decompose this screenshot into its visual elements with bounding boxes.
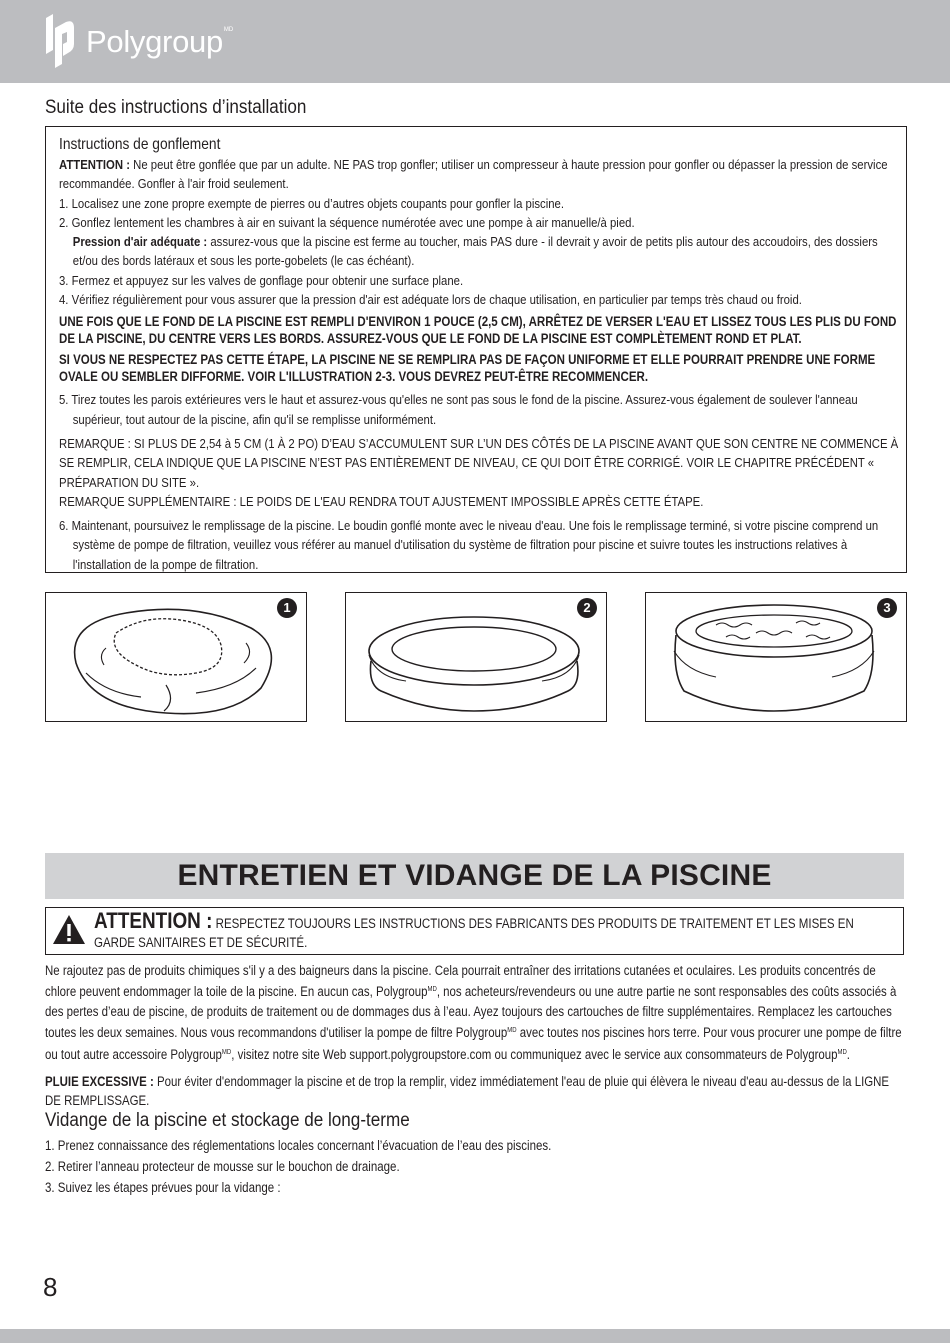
step-3: 3. Fermez et appuyez sur les valves de gonflage pour obtenir une surface plane. <box>59 272 464 288</box>
inflated-ring-pool-icon <box>346 593 607 722</box>
caps-warning-2: SI VOUS NE RESPECTEZ PAS CETTE ÉTAPE, LA PISCINE NE SE REMPLIRA PAS DE FAÇON UNIFORME ET ELLE POURRAIT PRENDRE UNE FORME OVALE OU SEMBLER DIFFORME. VOIR L'ILLUSTRATION 2-3. VOUS DEVREZ PEUT-ÊTRE RECOMMENCER. <box>59 352 876 384</box>
caps-warning-1: UNE FOIS QUE LE FOND DE LA PISCINE EST REMPLI D'ENVIRON 1 POUCE (2,5 CM), ARRÊTEZ DE VERSER L'EAU ET LISSEZ TOUS LES PLIS DU FOND DE LA PISCINE, DU CENTRE VERS LES BORDS. ASSUREZ-VOUS QUE LE FOND DE LA PISCINE EST COMPLÈTEMENT ROND ET PLAT. <box>59 314 897 346</box>
header-bar <box>0 0 950 83</box>
maintenance-title: ENTRETIEN ET VIDANGE DE LA PISCINE <box>177 859 772 892</box>
section-title: Suite des instructions d’installation <box>45 97 307 118</box>
section-heading-band <box>45 853 904 899</box>
illustration-3 <box>645 592 907 722</box>
maintenance-body <box>45 961 904 1119</box>
drain-step-2: 2. Retirer l’anneau protecteur de mousse sur le bouchon de drainage. <box>45 1159 400 1174</box>
drain-step-1: 1. Prenez connaissance des réglementations locales concernant l’évacuation de l’eau des piscines. <box>45 1138 552 1153</box>
filled-pool-icon <box>646 593 907 722</box>
illustration-number-1: 1 <box>277 598 297 618</box>
brand-name: Polygroup <box>86 24 223 59</box>
rain-paragraph: PLUIE EXCESSIVE : Pour éviter d'endommager la piscine et de trop la remplir, videz immédiatement l'eau de pluie qui élèvera le niveau d'eau au-dessus de la LIGNE DE REMPLISSAGE. <box>45 1074 890 1109</box>
illustration-number-2: 2 <box>577 598 597 618</box>
step-2: 2. Gonflez lentement les chambres à air en suivant la séquence numérotée avec une pompe à air manuelle/à pied. <box>59 214 635 230</box>
step-6: 6. Maintenant, poursuivez le remplissage de la piscine. Le boudin gonflé monte avec le niveau d'eau. Une fois le remplissage terminé, si votre piscine comprend un système de pompe de filtration, veuillez vous référer au manuel d'utilisation du système de filtration pour piscine et suivre toutes les instructions relatives à l'installation de la pompe de filtration. <box>59 518 879 572</box>
step-1: 1. Localisez une zone propre exempte de pierres ou d’autres objets coupants pour gonfler la piscine. <box>59 195 565 211</box>
polygroup-logo-icon <box>42 14 78 70</box>
illustration-number-3: 3 <box>877 598 897 618</box>
warning-triangle-icon <box>52 913 86 947</box>
step-4: 4. Vérifiez régulièrement pour vous assurer que la pression d'air est adéquate lors de chaque utilisation, en particulier par temps très chaud ou froid. <box>59 292 802 308</box>
attention-box <box>45 907 904 955</box>
chemicals-paragraph: Ne rajoutez pas de produits chimiques s'il y a des baigneurs dans la piscine. Cela pourrait entraîner des irritations cutanées et oculaires. Les produits concentrés de chlore peuvent endommager la toile de la piscine. En aucun cas, Polygroup$^{MD}$, nos acheteurs/revendeurs ou une autre partie ne sont responsables des coûts associés à des pertes d’eau de piscine, de produits de traitement ou de dommages dus à l’eau. Ayez toujours des cartouches de filtre supplémentaires. Remplacez les cartouches toutes les deux semaines. Nous vous recommandons d'utiliser la pompe de filtre Polygroup$^{MD}$ avec toutes nos piscines hors terre. Pour vous procurer une pompe de filtre ou tout autre accessoire Polygroup$^{MD}$, visitez notre site Web support.polygroupstore.com ou communiquez avec le service aux consommateurs de Polygroup$^{MD}$. <box>45 963 902 1062</box>
inflation-instructions-box <box>45 126 907 573</box>
brand-mark: MD <box>223 27 234 33</box>
illustration-1 <box>45 592 307 722</box>
remark-2: REMARQUE SUPPLÉMENTAIRE : LE POIDS DE L'EAU RENDRA TOUT AJUSTEMENT IMPOSSIBLE APRÈS CETTE ÉTAPE. <box>59 493 704 509</box>
illustration-2 <box>345 592 607 722</box>
drain-title: Vidange de la piscine et stockage de long-terme <box>45 1110 410 1131</box>
page-number: 8 <box>43 1272 58 1302</box>
attention-text: ATTENTION : RESPECTEZ TOUJOURS LES INSTRUCTIONS DES FABRICANTS DES PRODUITS DE TRAITEMENT ET LES MISES EN GARDE SANITAIRES ET DE SÉCURITÉ. <box>94 908 854 950</box>
footer-bar <box>0 1329 950 1343</box>
deflated-pool-icon <box>46 593 307 722</box>
drain-step-3: 3. Suivez les étapes prévues pour la vidange : <box>45 1180 281 1195</box>
attention-paragraph: ATTENTION : Ne peut être gonflée que par un adulte. NE PAS trop gonfler; utiliser un compresseur à haute pression pour gonfler ou dépasser la pression de service recommandée. Gonfler à l'air froid seulement. <box>59 157 888 192</box>
pressure-note: Pression d'air adéquate : assurez-vous que la piscine est ferme au toucher, mais PAS dure - il devrait y avoir de petits plis autour des accoudoirs, des dossiers et/ou des bords latéraux et sous les porte-gobelets (le cas échéant). <box>72 234 878 269</box>
brand-logo <box>42 14 233 70</box>
remark-1: REMARQUE : SI PLUS DE 2,54 à 5 CM (1 À 2 PO) D’EAU S’ACCUMULENT SUR L’UN DES CÔTÉS DE LA PISCINE AVANT QUE SON CENTRE NE COMMENCE À SE REMPLIR, CELA INDIQUE QUE LA PISCINE N’EST PAS ENTIÈREMENT DE NIVEAU, CE QUI DOIT ÊTRE CORRIGÉ. VOIR LE CHAPITRE PRÉCÉDENT « PRÉPARATION DU SITE ». <box>59 435 899 490</box>
box-title: Instructions de gonflement <box>59 136 221 153</box>
drain-steps <box>45 1135 647 1198</box>
step-5: 5. Tirez toutes les parois extérieures vers le haut et assurez-vous qu'elles ne sont pas sous le fond de la piscine. Assurez-vous également de soulever l'anneau supérieur, tout autour de la piscine, afin qu'il se remplisse uniformément. <box>59 392 858 427</box>
